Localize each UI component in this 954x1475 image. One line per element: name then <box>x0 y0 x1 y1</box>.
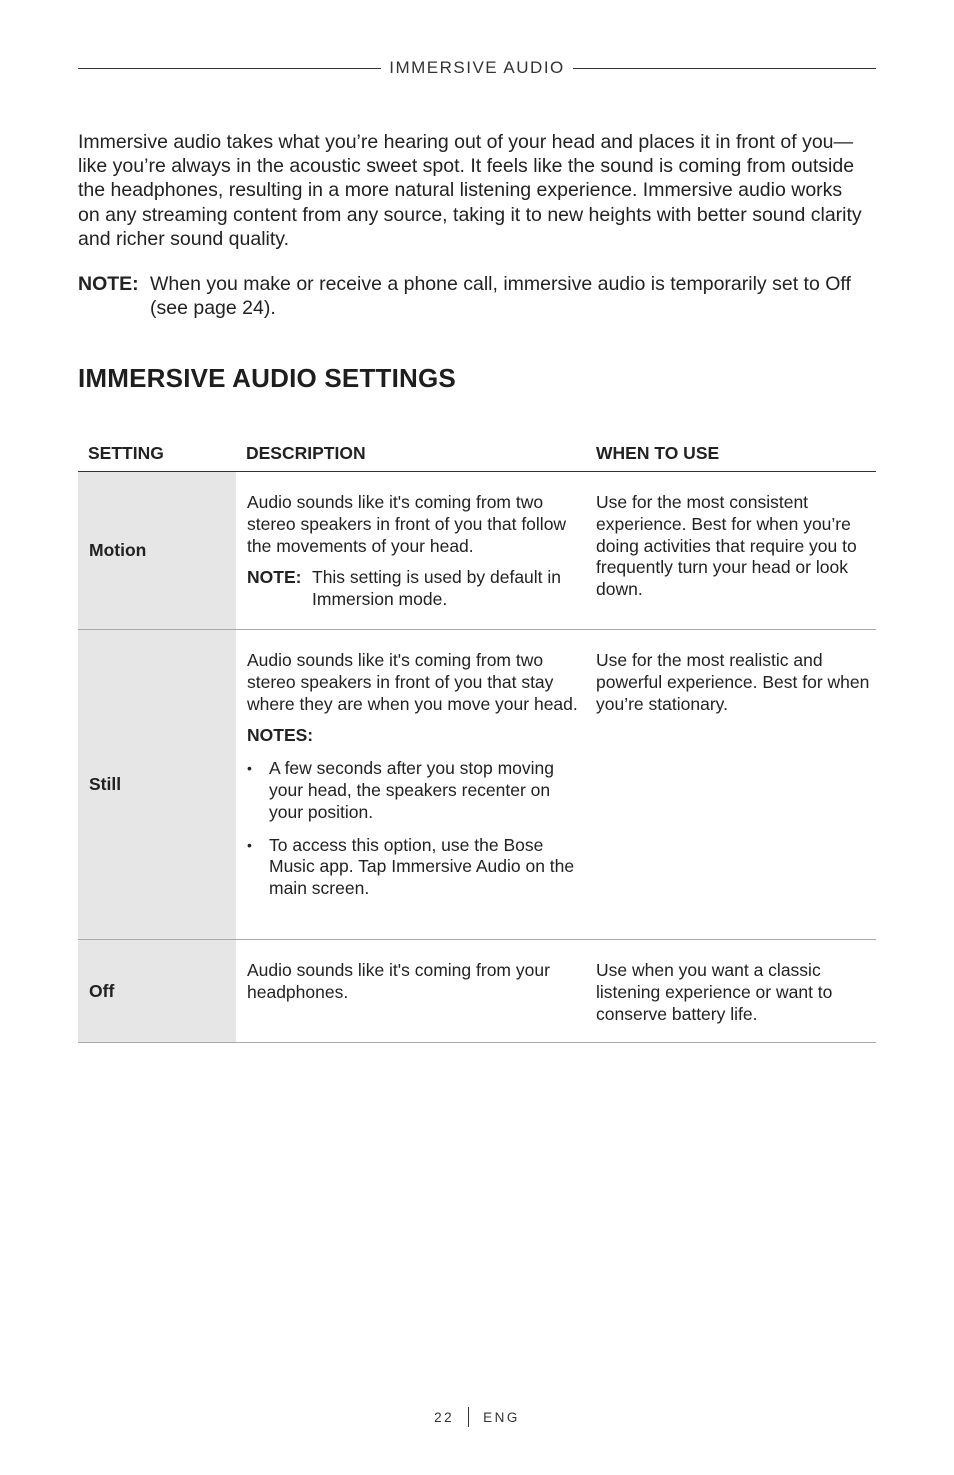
note-label: NOTE: <box>247 567 302 588</box>
description-text: Audio sounds like it's coming from two stereo speakers in front of you that stay where they are when you move your head. <box>247 650 578 714</box>
bullet-icon: • <box>247 760 252 777</box>
note-text: This setting is used by default in Immersion mode. <box>312 567 562 610</box>
when-to-use-text: Use for the most consistent experience. Best for when you’re doing activities that require you to frequently turn your head or look down. <box>596 492 857 600</box>
header-rule-right <box>573 68 876 69</box>
setting-description <box>236 472 586 629</box>
description-note <box>247 567 578 611</box>
table-row-off <box>78 940 876 1043</box>
footer-divider <box>468 1407 469 1427</box>
page-number: 22 <box>434 1409 455 1425</box>
bullet-icon: • <box>247 836 252 853</box>
table-row-still <box>78 630 876 940</box>
header-setting: SETTING <box>88 443 164 463</box>
settings-table <box>78 441 876 1043</box>
note-label: NOTE: <box>78 273 139 295</box>
setting-name: Still <box>78 630 236 939</box>
notes-label: NOTES: <box>247 725 314 746</box>
list-item <box>247 758 578 823</box>
intro-note <box>78 272 868 320</box>
table-header <box>78 441 876 472</box>
header-description: DESCRIPTION <box>246 443 366 463</box>
settings-heading: IMMERSIVE AUDIO SETTINGS <box>78 363 456 393</box>
section-title: IMMERSIVE AUDIO <box>389 58 565 77</box>
bullet-text: To access this option, use the Bose Music app. Tap Immersive Audio on the main screen. <box>269 834 575 899</box>
note-text: When you make or receive a phone call, immersive audio is temporarily set to Off (see page 24). <box>150 273 851 319</box>
setting-name: Motion <box>78 472 236 629</box>
bullet-text: A few seconds after you stop moving your head, the speakers recenter on your position. <box>269 758 555 822</box>
setting-description <box>236 940 586 1042</box>
list-item <box>247 835 578 900</box>
description-text: Audio sounds like it's coming from your headphones. <box>247 960 550 1002</box>
setting-name: Off <box>78 940 236 1042</box>
section-header <box>78 57 876 79</box>
description-text: Audio sounds like it's coming from two stereo speakers in front of you that follow the movements of your head. <box>247 492 567 556</box>
header-rule-left <box>78 68 381 69</box>
language-code: ENG <box>483 1409 520 1425</box>
when-to-use-text: Use for the most realistic and powerful experience. Best for when you’re stationary. <box>596 650 870 714</box>
header-when-to-use: WHEN TO USE <box>596 443 720 463</box>
table-row-motion <box>78 472 876 630</box>
setting-description <box>236 630 586 939</box>
when-to-use-text: Use when you want a classic listening experience or want to conserve battery life. <box>596 960 833 1024</box>
intro-paragraph: Immersive audio takes what you’re hearing out of your head and places it in front of you—like you’re always in the acoustic sweet spot. It feels like the sound is coming from outside the headphones, resulting in a more natural listening experience. Immersive audio works on any streaming content from any source, taking it to new heights with better sound clarity and richer sound quality. <box>78 131 862 250</box>
page-footer <box>0 1407 954 1427</box>
